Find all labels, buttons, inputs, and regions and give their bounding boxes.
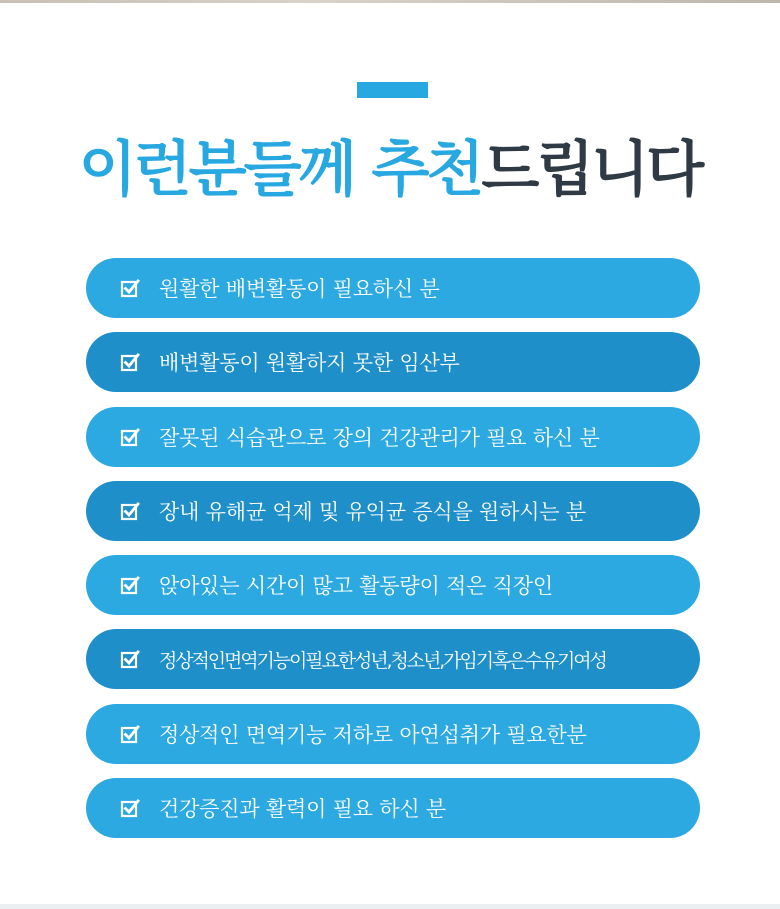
- checkbox-checked-icon: [120, 352, 140, 372]
- top-border: [0, 0, 780, 3]
- list-item-label: 정상적인면역기능이필요한성년,청소년,가임기혹은수유기여성: [159, 649, 606, 672]
- checkbox-checked-icon: [120, 724, 140, 744]
- headline-highlight: 이런분들께 추천: [78, 135, 482, 205]
- recommend-list: [86, 258, 700, 852]
- list-item: [86, 555, 700, 615]
- list-item-label: 잘못된 식습관으로 장의 건강관리가 필요 하신 분: [159, 425, 600, 450]
- accent-bar: [357, 82, 428, 98]
- list-item-label: 배변활동이 원활하지 못한 임산부: [159, 351, 460, 376]
- list-item: [86, 629, 700, 689]
- list-item: [86, 407, 700, 467]
- list-item-label: 건강증진과 활력이 필요 하신 분: [159, 797, 447, 822]
- list-item: [86, 704, 700, 764]
- bottom-border: [0, 904, 780, 909]
- list-item: [86, 332, 700, 392]
- list-item: [86, 778, 700, 838]
- checkbox-checked-icon: [120, 427, 140, 447]
- page-title: [0, 128, 780, 212]
- checkbox-checked-icon: [120, 798, 140, 818]
- checkbox-checked-icon: [120, 278, 140, 298]
- list-item-label: 원활한 배변활동이 필요하신 분: [159, 277, 440, 301]
- list-item: [86, 258, 700, 318]
- headline-rest: 드립니다: [481, 135, 702, 205]
- list-item-label: 정상적인 면역기능 저하로 아연섭취가 필요한분: [159, 722, 587, 747]
- checkbox-checked-icon: [120, 649, 140, 669]
- list-item: [86, 481, 700, 541]
- list-item-label: 장내 유해균 억제 및 유익균 증식을 원하시는 분: [159, 499, 586, 524]
- checkbox-checked-icon: [120, 501, 140, 521]
- list-item-label: 앉아있는 시간이 많고 활동량이 적은 직장인: [159, 574, 553, 599]
- checkbox-checked-icon: [120, 575, 140, 595]
